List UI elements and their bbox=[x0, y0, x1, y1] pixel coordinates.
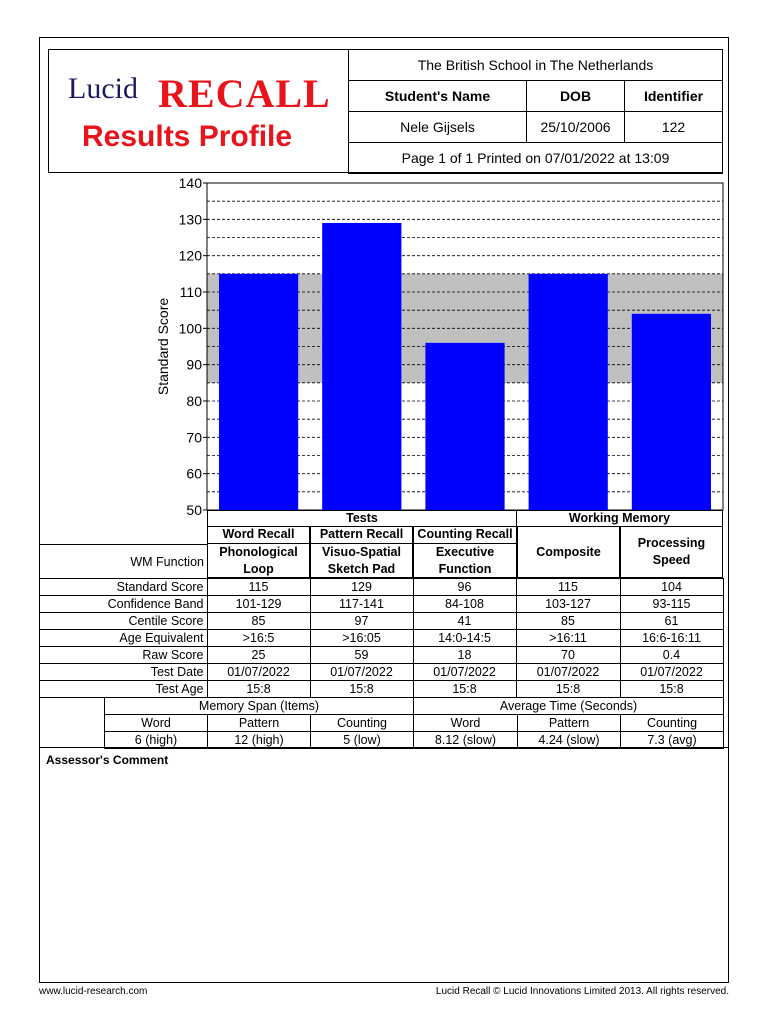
timing-subhead: Word bbox=[105, 715, 208, 732]
wm-function-cell bbox=[620, 527, 723, 578]
page-title: Results Profile bbox=[82, 120, 293, 153]
wm-function-text: Composite bbox=[536, 544, 601, 559]
y-tick-label: 80 bbox=[186, 393, 202, 409]
results-table bbox=[39, 578, 724, 698]
y-tick-label: 110 bbox=[179, 284, 202, 300]
y-tick-label: 120 bbox=[178, 247, 202, 264]
table-cell: 01/07/2022 bbox=[620, 664, 723, 681]
table-cell: >16:11 bbox=[516, 630, 620, 647]
table-row bbox=[39, 579, 723, 596]
table-row bbox=[39, 664, 723, 681]
y-tick-label: 140 bbox=[178, 175, 202, 191]
wm-function-text: Executive bbox=[435, 544, 495, 559]
page-info: Page 1 of 1 Printed on 07/01/2022 at 13:09 bbox=[349, 143, 723, 174]
row-label: Age Equivalent bbox=[39, 630, 207, 647]
table-cell: 0.4 bbox=[620, 647, 723, 664]
tests-group-header: Tests bbox=[207, 510, 517, 527]
dob-header: DOB bbox=[527, 81, 625, 112]
wm-function-text: Loop bbox=[243, 561, 274, 576]
table-cell: 61 bbox=[620, 613, 723, 630]
bar bbox=[322, 223, 401, 510]
logo-recall: RECALL bbox=[158, 71, 331, 116]
table-cell: 18 bbox=[413, 647, 516, 664]
row-label: Standard Score bbox=[39, 579, 207, 596]
bar bbox=[425, 343, 504, 510]
table-cell: 101-129 bbox=[207, 596, 310, 613]
table-cell: 70 bbox=[516, 647, 620, 664]
table-cell: 115 bbox=[516, 579, 620, 596]
footer-website[interactable]: www.lucid-research.com bbox=[39, 986, 148, 997]
identifier-header: Identifier bbox=[625, 81, 723, 112]
table-cell: 103-127 bbox=[516, 596, 620, 613]
row-label: Centile Score bbox=[39, 613, 207, 630]
table-row bbox=[39, 681, 723, 698]
timing-value: 12 (high) bbox=[208, 732, 311, 749]
table-cell: 15:8 bbox=[310, 681, 413, 698]
wm-function-text: Sketch Pad bbox=[327, 561, 396, 576]
timing-subhead: Word bbox=[414, 715, 518, 732]
student-dob: 25/10/2006 bbox=[527, 112, 625, 143]
school-name: The British School in The Netherlands bbox=[349, 50, 723, 81]
wm-group-header: Working Memory bbox=[517, 510, 723, 527]
table-cell: 16:6-16:11 bbox=[620, 630, 723, 647]
wm-function-cell bbox=[413, 544, 517, 578]
table-cell: 15:8 bbox=[516, 681, 620, 698]
footer-copyright: Lucid Recall © Lucid Innovations Limited 2013. All rights reserved. bbox=[435, 986, 729, 997]
row-label: Test Date bbox=[39, 664, 207, 681]
timing-subhead: Counting bbox=[621, 715, 724, 732]
table-cell: 93-115 bbox=[620, 596, 723, 613]
timing-value: 7.3 (avg) bbox=[621, 732, 724, 749]
wm-function-cell bbox=[207, 544, 310, 578]
table-cell: 15:8 bbox=[207, 681, 310, 698]
table-cell: 15:8 bbox=[413, 681, 516, 698]
wm-function-text: Visuo-Spatial bbox=[322, 544, 401, 559]
table-cell: 97 bbox=[310, 613, 413, 630]
bar bbox=[632, 314, 711, 510]
wm-function-label: WM Function bbox=[39, 544, 207, 578]
y-tick-label: 100 bbox=[178, 320, 202, 337]
table-cell: >16:05 bbox=[310, 630, 413, 647]
table-cell: 104 bbox=[620, 579, 723, 596]
table-cell: 14:0-14:5 bbox=[413, 630, 516, 647]
table-cell: 25 bbox=[207, 647, 310, 664]
wm-function-text: Function bbox=[438, 561, 492, 576]
student-name: Nele Gijsels bbox=[349, 112, 527, 143]
timing-value: 8.12 (slow) bbox=[414, 732, 518, 749]
wm-function-cell bbox=[310, 544, 413, 578]
wm-function-text: Speed bbox=[652, 553, 691, 567]
y-tick-label: 60 bbox=[186, 465, 202, 482]
table-cell: 96 bbox=[413, 579, 516, 596]
table-cell: 84-108 bbox=[413, 596, 516, 613]
column-header: Word Recall bbox=[207, 526, 310, 544]
logo-lucid: Lucid bbox=[68, 72, 138, 105]
table-row bbox=[39, 596, 723, 613]
table-cell: 41 bbox=[413, 613, 516, 630]
table-cell: 85 bbox=[207, 613, 310, 630]
student-identifier: 122 bbox=[625, 112, 723, 143]
timing-values bbox=[105, 732, 724, 749]
column-header: Pattern Recall bbox=[310, 526, 413, 544]
column-header: Counting Recall bbox=[413, 526, 517, 544]
comment-divider bbox=[39, 747, 729, 748]
bar bbox=[219, 274, 298, 510]
table-cell: 01/07/2022 bbox=[310, 664, 413, 681]
table-cell: >16:5 bbox=[207, 630, 310, 647]
memory-span-title: Memory Span (Items) bbox=[105, 698, 414, 715]
table-row bbox=[39, 647, 723, 664]
table-cell: 115 bbox=[207, 579, 310, 596]
timing-subhead: Pattern bbox=[208, 715, 311, 732]
table-cell: 01/07/2022 bbox=[516, 664, 620, 681]
wm-function-text: Processing bbox=[637, 536, 706, 550]
wm-function-cell bbox=[517, 527, 620, 578]
timing-subhead: Counting bbox=[311, 715, 414, 732]
name-header: Student's Name bbox=[349, 81, 527, 112]
timing-subhead: Pattern bbox=[518, 715, 621, 732]
table-row bbox=[39, 613, 723, 630]
y-tick-label: 90 bbox=[186, 356, 202, 373]
table-cell: 129 bbox=[310, 579, 413, 596]
table-row bbox=[39, 630, 723, 647]
row-label: Test Age bbox=[39, 681, 207, 698]
row-label: Confidence Band bbox=[39, 596, 207, 613]
timing-table bbox=[104, 697, 724, 749]
wm-function-text: Phonological bbox=[219, 544, 298, 559]
row-label: Raw Score bbox=[39, 647, 207, 664]
table-cell: 01/07/2022 bbox=[207, 664, 310, 681]
table-cell: 117-141 bbox=[310, 596, 413, 613]
y-tick-label: 70 bbox=[186, 429, 202, 446]
y-tick-label: 130 bbox=[178, 211, 202, 228]
table-cell: 59 bbox=[310, 647, 413, 664]
timing-value: 4.24 (slow) bbox=[518, 732, 621, 749]
y-tick-label: 50 bbox=[186, 502, 202, 518]
average-time-title: Average Time (Seconds) bbox=[414, 698, 724, 715]
table-cell: 85 bbox=[516, 613, 620, 630]
table-cell: 15:8 bbox=[620, 681, 723, 698]
bar bbox=[529, 274, 608, 510]
timing-subheads bbox=[105, 715, 724, 732]
y-axis-label: Standard Score bbox=[155, 297, 171, 396]
assessor-comment-label: Assessor's Comment bbox=[46, 753, 169, 767]
table-cell: 01/07/2022 bbox=[413, 664, 516, 681]
assessor-comment-text bbox=[46, 772, 716, 972]
timing-value: 6 (high) bbox=[105, 732, 208, 749]
timing-value: 5 (low) bbox=[311, 732, 414, 749]
